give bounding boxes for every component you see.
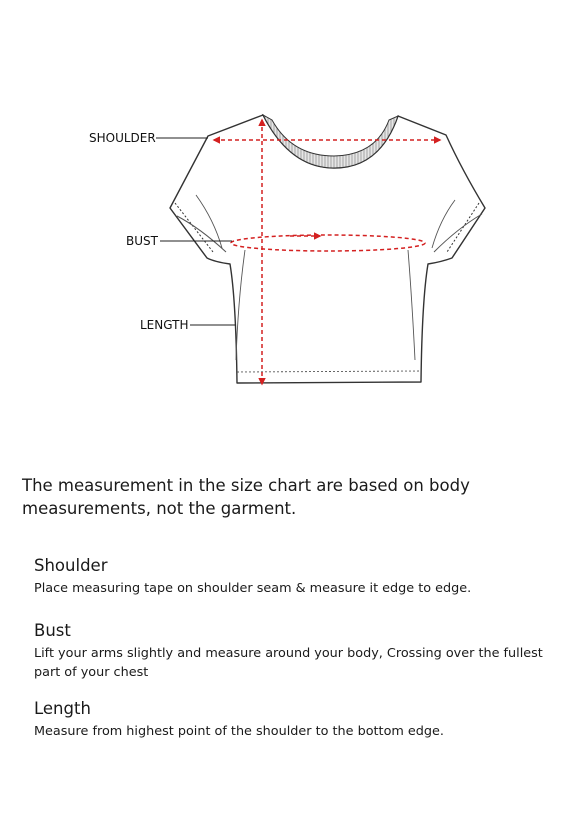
- bust-instructions: [34, 620, 554, 682]
- bust-label: BUST: [126, 234, 158, 248]
- bust-title: Bust: [34, 621, 71, 640]
- length-description: Measure from highest point of the shoulder to the bottom edge.: [34, 724, 444, 739]
- length-title: Length: [34, 699, 91, 718]
- intro-text: The measurement in the size chart are based on body measurements, not the garment.: [22, 476, 470, 518]
- bust-description: Lift your arms slightly and measure around your body, Crossing over the fullest part of your chest: [34, 646, 543, 680]
- shoulder-description: Place measuring tape on shoulder seam & measure it edge to edge.: [34, 581, 472, 596]
- shoulder-title: Shoulder: [34, 556, 108, 575]
- length-instructions: [34, 698, 554, 741]
- shoulder-instructions: [34, 555, 554, 598]
- length-label: LENGTH: [140, 318, 189, 332]
- shoulder-label: SHOULDER: [89, 131, 156, 145]
